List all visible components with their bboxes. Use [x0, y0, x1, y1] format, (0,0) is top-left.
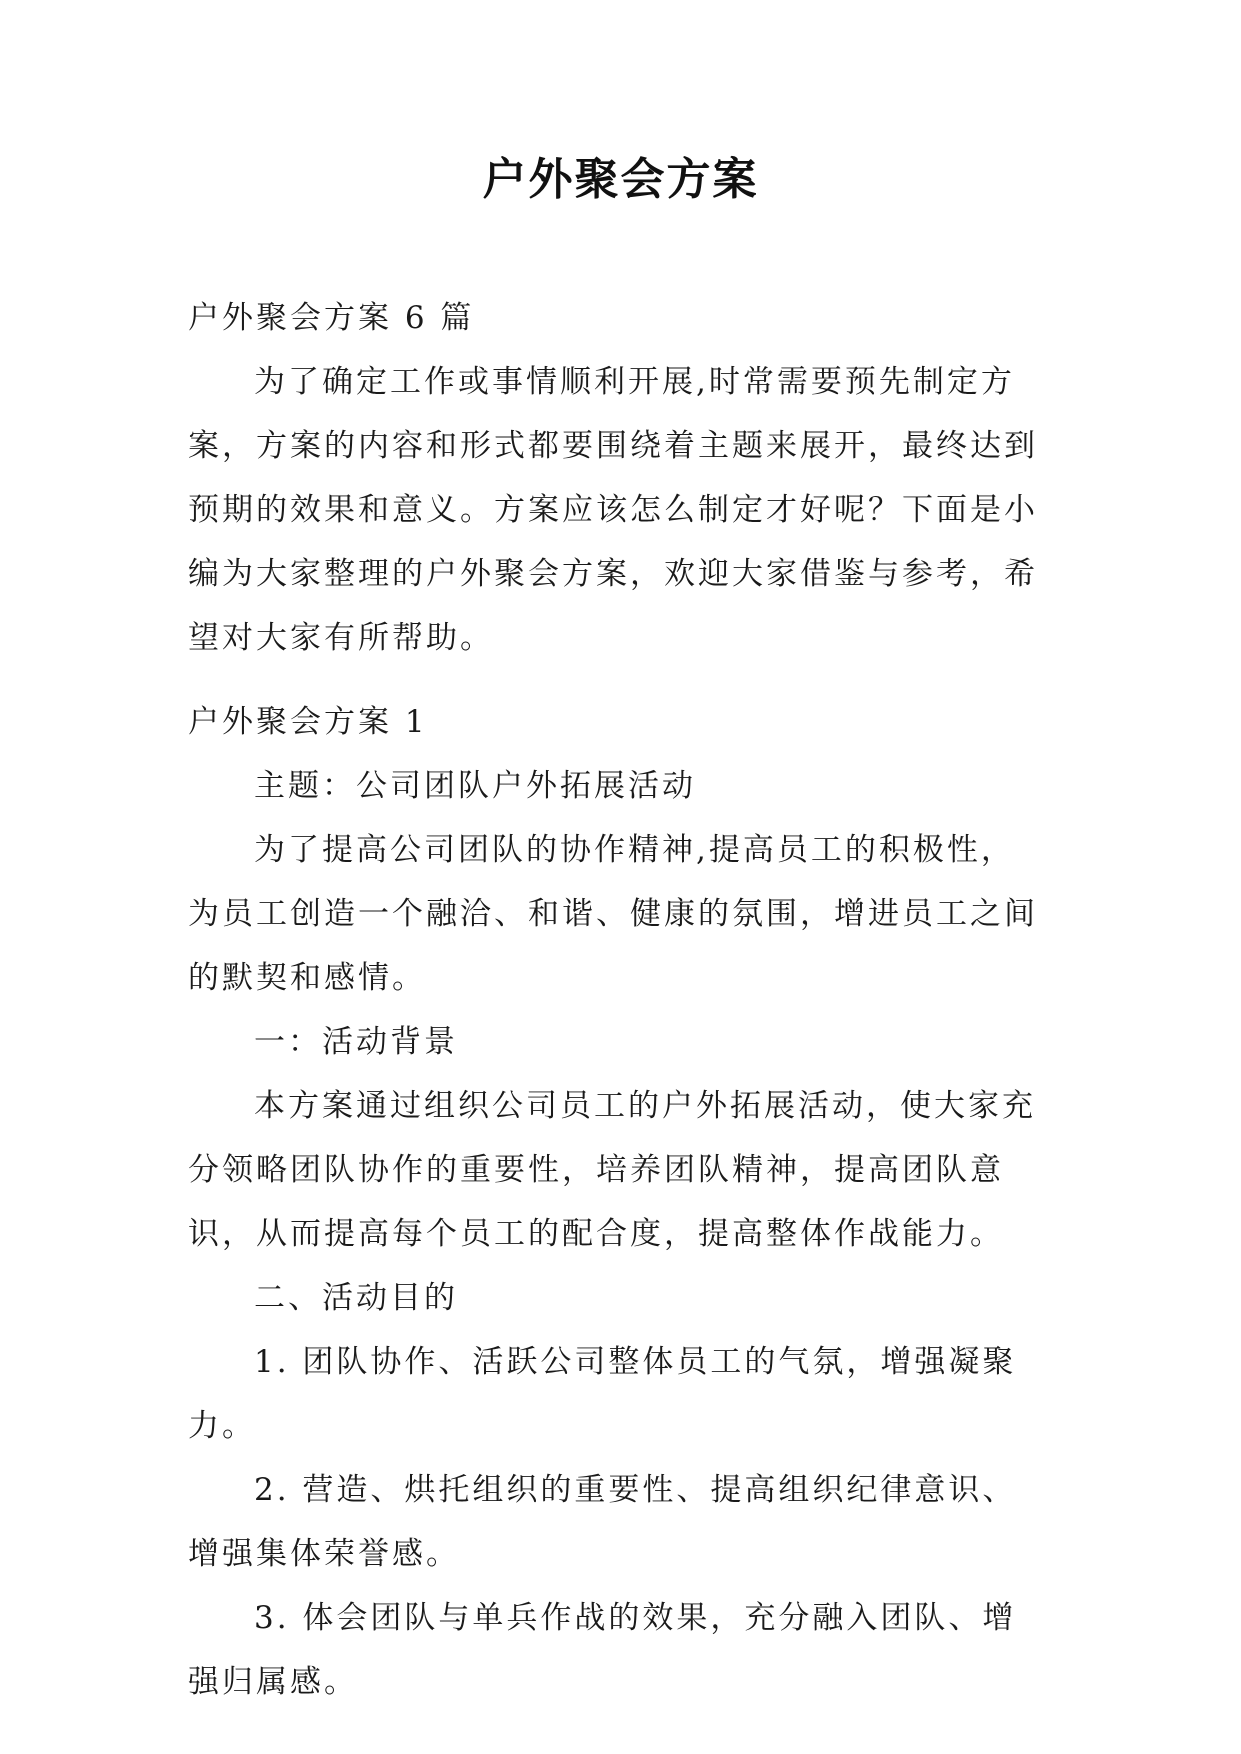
section-1-purpose-paragraph: 为了提高公司团队的协作精神,提高员工的积极性，为员工创造一个融洽、和谐、健康的氛围，增进员工之间的默契和感情。 [188, 832, 1038, 996]
background-heading: 一：活动背景 [254, 1024, 458, 1060]
section-1-theme: 主题：公司团队户外拓展活动 [254, 768, 696, 804]
section-1-block [188, 690, 1048, 1714]
section-1-heading: 户外聚会方案 1 [188, 704, 428, 740]
document-title: 户外聚会方案 [482, 154, 759, 205]
intro-paragraph: 为了确定工作或事情顺利开展,时常需要预先制定方案，方案的内容和形式都要围绕着主题来展开，最终达到预期的效果和意义。方案应该怎么制定才好呢？下面是小编为大家整理的户外聚会方案，欢迎大家借鉴与参考，希望对大家有所帮助。 [188, 364, 1038, 656]
goal-item-1: 1. 团队协作、活跃公司整体员工的气氛，增强凝聚力。 [188, 1344, 1017, 1444]
intro-block [188, 286, 1048, 670]
goals-heading: 二、活动目的 [254, 1280, 458, 1316]
background-text: 本方案通过组织公司员工的户外拓展活动，使大家充分领略团队协作的重要性，培养团队精神，提高团队意识，从而提高每个员工的配合度，提高整体作战能力。 [188, 1088, 1036, 1252]
goal-item-3: 3. 体会团队与单兵作战的效果，充分融入团队、增强归属感。 [188, 1600, 1017, 1700]
intro-subtitle: 户外聚会方案 6 篇 [188, 300, 475, 336]
goal-item-2: 2. 营造、烘托组织的重要性、提高组织纪律意识、增强集体荣誉感。 [188, 1472, 1017, 1572]
